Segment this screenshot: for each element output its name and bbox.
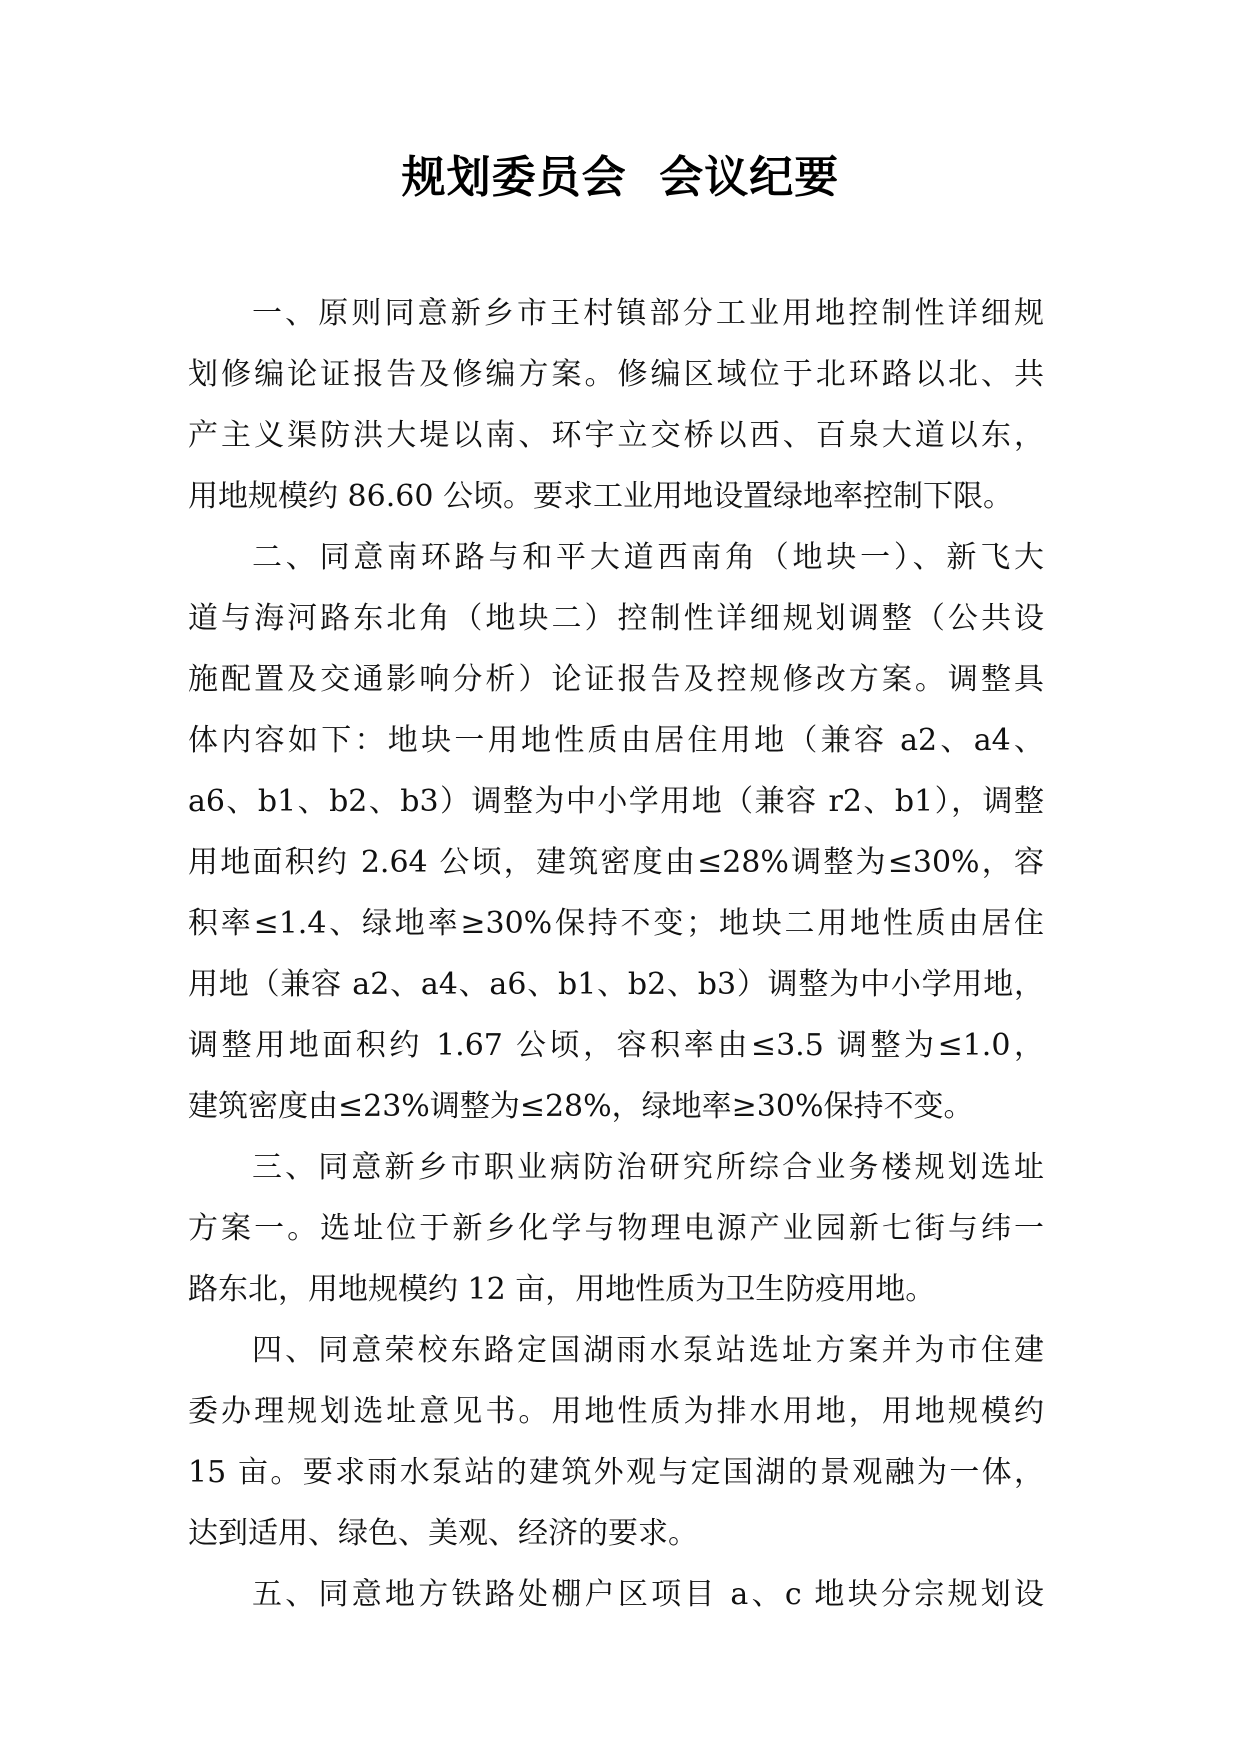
paragraph-4 xyxy=(188,1320,1044,1564)
text-line: 15 亩。要求雨水泵站的建筑外观与定国湖的景观融为一体， xyxy=(188,1455,1044,1490)
document-body xyxy=(188,283,1044,1625)
text-line: 二、同意南环路与和平大道西南角（地块一）、新飞大 xyxy=(252,540,1044,575)
text-line: 用地规模约 86.60 公顷。要求工业用地设置绿地率控制下限。 xyxy=(188,479,1013,514)
text-line: 路东北，用地规模约 12 亩，用地性质为卫生防疫用地。 xyxy=(188,1272,936,1307)
text-line: 建筑密度由≤23%调整为≤28%，绿地率≥30%保持不变。 xyxy=(188,1089,974,1124)
paragraph-5 xyxy=(188,1564,1044,1625)
paragraph-1 xyxy=(188,283,1044,527)
text-line: 用地面积约 2.64 公顷，建筑密度由≤28%调整为≤30%，容 xyxy=(188,845,1044,880)
page-title: 规划委员会 会议纪要 xyxy=(401,152,840,203)
text-line: 施配置及交通影响分析）论证报告及控规修改方案。调整具 xyxy=(188,662,1044,697)
text-line: 体内容如下：地块一用地性质由居住用地（兼容 a2、a4、 xyxy=(188,723,1044,758)
text-line: 积率≤1.4、绿地率≥30%保持不变；地块二用地性质由居住 xyxy=(188,906,1044,941)
text-line: 道与海河路东北角（地块二）控制性详细规划调整（公共设 xyxy=(188,601,1044,636)
paragraph-2 xyxy=(188,527,1044,1137)
text-line: 达到适用、绿色、美观、经济的要求。 xyxy=(188,1516,698,1551)
text-line: 用地（兼容 a2、a4、a6、b1、b2、b3）调整为中小学用地， xyxy=(188,967,1044,1002)
text-line: 四、同意荣校东路定国湖雨水泵站选址方案并为市住建 xyxy=(252,1333,1044,1368)
text-line: 划修编论证报告及修编方案。修编区域位于北环路以北、共 xyxy=(188,357,1044,392)
text-line: 三、同意新乡市职业病防治研究所综合业务楼规划选址 xyxy=(252,1150,1044,1185)
paragraph-3 xyxy=(188,1137,1044,1320)
text-line: 一、原则同意新乡市王村镇部分工业用地控制性详细规 xyxy=(252,296,1044,331)
text-line: 调整用地面积约 1.67 公顷，容积率由≤3.5 调整为≤1.0， xyxy=(188,1028,1044,1063)
text-line: 委办理规划选址意见书。用地性质为排水用地，用地规模约 xyxy=(188,1394,1044,1429)
text-line: a6、b1、b2、b3）调整为中小学用地（兼容 r2、b1），调整 xyxy=(188,784,1044,819)
text-line: 产主义渠防洪大堤以南、环宇立交桥以西、百泉大道以东， xyxy=(188,418,1044,453)
text-line: 五、同意地方铁路处棚户区项目 a、c 地块分宗规划设 xyxy=(252,1577,1044,1612)
text-line: 方案一。选址位于新乡化学与物理电源产业园新七街与纬一 xyxy=(188,1211,1044,1246)
